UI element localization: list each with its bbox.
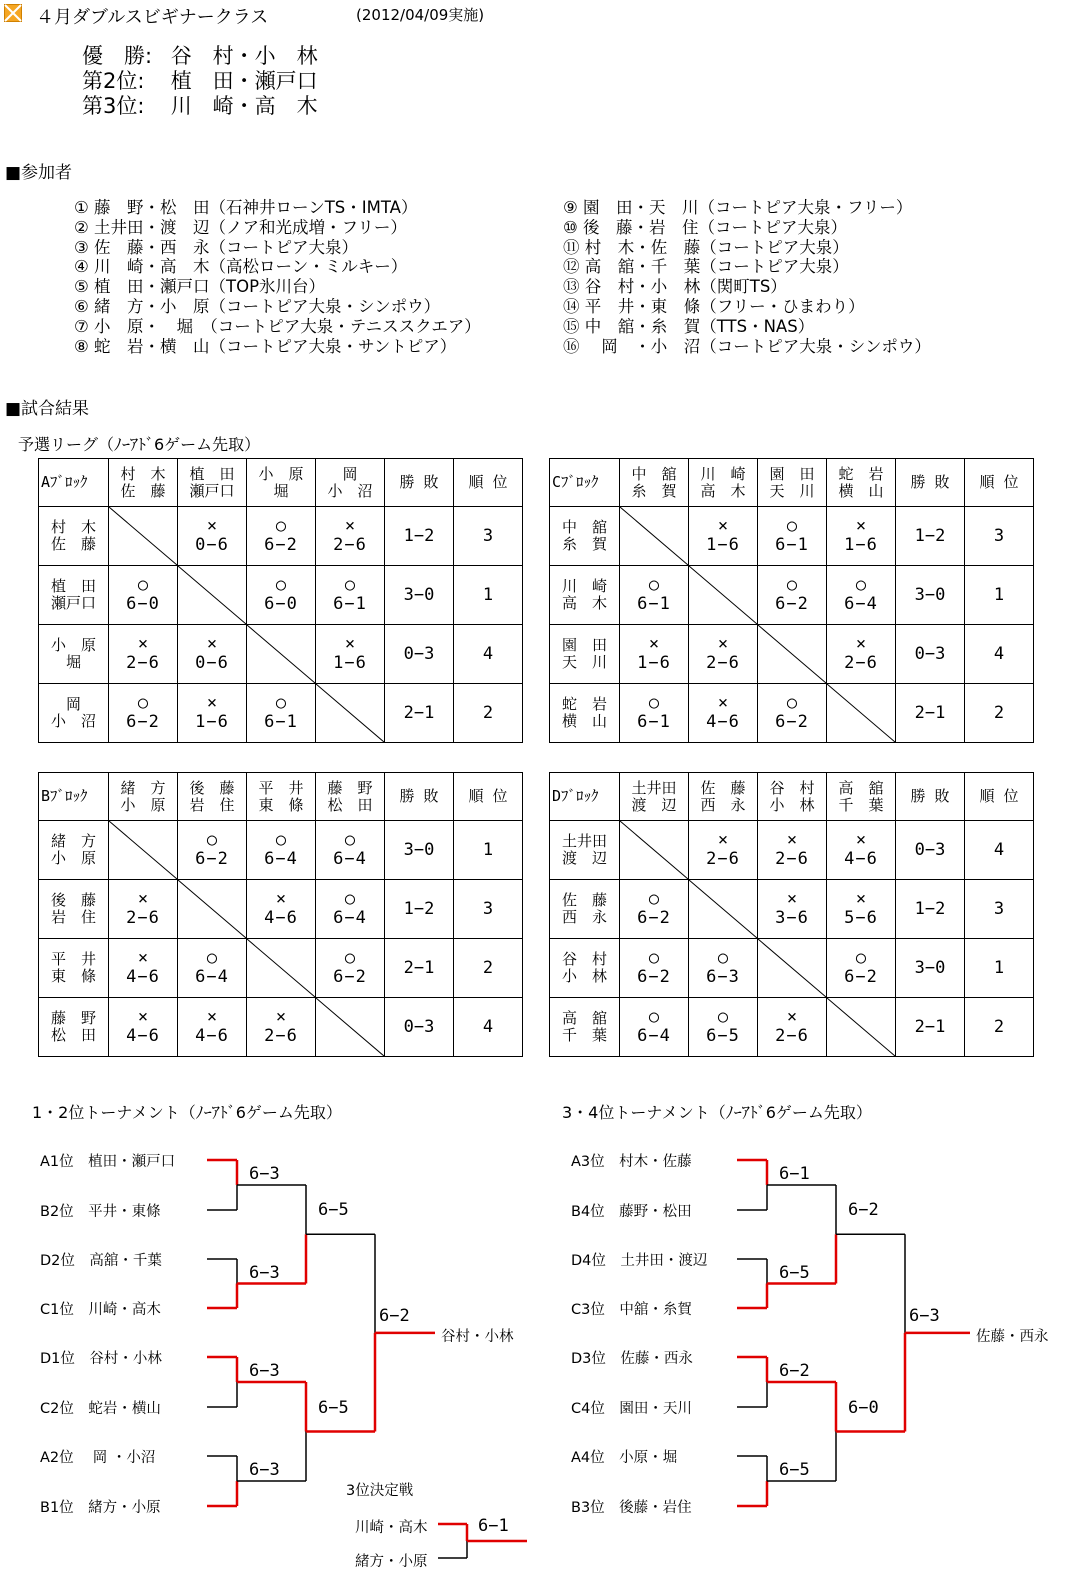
block-name: Cﾌﾞﾛｯｸ [550, 459, 620, 507]
result-score: 6−2 [264, 535, 298, 555]
bracket-entry: A2位 岡 ・小沼 [40, 1450, 156, 1466]
third-place-entry: 緒方・小原 [355, 1554, 428, 1570]
result-score: 6−0 [264, 594, 298, 614]
player-name: 藤 野 [50, 1009, 96, 1027]
player-name: 東 條 [258, 795, 304, 814]
player-name: 中 舘 [561, 518, 607, 536]
player-name: 横 山 [838, 481, 884, 500]
result-score: 6−1 [333, 594, 367, 614]
win-loss: 1−2 [385, 880, 454, 939]
result-mark: × [717, 634, 729, 654]
result-score: 6−2 [637, 967, 671, 987]
result-mark: ○ [344, 575, 356, 595]
bracket-score: 6−5 [318, 1200, 349, 1221]
participant: ⑤ 植 田・瀬戸口（TOP氷川台） [74, 277, 326, 297]
bracket-entry: C1位 川崎・高木 [40, 1302, 161, 1318]
result-mark: ○ [275, 830, 287, 850]
player-name: 村 木 [50, 518, 96, 536]
result-mark: ○ [648, 889, 660, 909]
rank: 1 [965, 939, 1034, 998]
win-loss-header: 勝 敗 [896, 459, 965, 507]
win-loss: 0−3 [896, 625, 965, 684]
winner-row: 優 勝: 谷 村・小 林 [82, 44, 318, 68]
rank: 2 [965, 684, 1034, 743]
result-mark: × [786, 889, 798, 909]
rank: 2 [965, 998, 1034, 1057]
result-mark: × [206, 516, 218, 536]
player-name: 佐 藤 [50, 535, 96, 553]
player-name: 土井田 [561, 832, 607, 850]
rank: 3 [965, 507, 1034, 566]
result-mark: ○ [717, 1007, 729, 1027]
result-mark: ○ [648, 575, 660, 595]
win-loss: 2−1 [385, 684, 454, 743]
result-mark: × [855, 634, 867, 654]
win-loss-header: 勝 敗 [385, 773, 454, 821]
result-score: 6−2 [126, 712, 160, 732]
third-place-label: 3位決定戦 [346, 1483, 414, 1499]
bracket-entry: D3位 佐藤・西永 [571, 1351, 693, 1367]
player-name: 岡 [342, 464, 358, 483]
results-heading: ■試合結果 [5, 399, 90, 419]
result-score: 6−5 [706, 1026, 740, 1046]
player-name: 堀 [273, 481, 289, 500]
result-mark: ○ [137, 693, 149, 713]
player-name: 小 原 [120, 795, 166, 814]
player-name: 瀬戸口 [189, 481, 235, 500]
player-name: 糸 賀 [631, 481, 677, 500]
result-mark: ○ [206, 948, 218, 968]
result-mark: ○ [786, 516, 798, 536]
player-name: 緒 方 [50, 832, 96, 850]
result-mark: × [717, 693, 729, 713]
player-name: 佐 藤 [120, 481, 166, 500]
result-mark: × [137, 634, 149, 654]
result-score: 6−3 [706, 967, 740, 987]
rank: 3 [965, 880, 1034, 939]
result-mark: ○ [275, 516, 287, 536]
player-name: 園 田 [561, 636, 607, 654]
player-name: 谷 村 [769, 778, 815, 797]
player-name: 岡 [65, 695, 81, 713]
bracket-winner: 谷村・小林 [441, 1328, 514, 1345]
bracket-score: 6−3 [249, 1263, 280, 1283]
rank: 2 [454, 684, 523, 743]
result-score: 1−6 [195, 712, 229, 732]
win-loss-header: 勝 敗 [896, 773, 965, 821]
player-name: 川 崎 [561, 577, 607, 595]
player-name: 村 木 [120, 464, 166, 483]
league-heading: 予選リーグ（ﾉｰｱﾄﾞ6ゲーム先取） [18, 435, 261, 454]
result-score: 6−4 [333, 849, 367, 869]
player-name: 西 永 [561, 908, 607, 926]
block-name: Aﾌﾞﾛｯｸ [39, 459, 109, 507]
player-name: 緒 方 [120, 778, 166, 797]
result-mark: × [344, 634, 356, 654]
bracket-score: 6−2 [848, 1200, 879, 1221]
result-score: 6−2 [844, 967, 878, 987]
player-name: 小 原 [50, 849, 96, 867]
result-score: 4−6 [844, 849, 878, 869]
result-score: 2−6 [126, 908, 160, 928]
third-place-entry: 川崎・高木 [355, 1520, 428, 1536]
win-loss: 1−2 [896, 880, 965, 939]
result-score: 2−6 [126, 653, 160, 673]
win-loss: 0−3 [896, 821, 965, 880]
win-loss: 3−0 [896, 939, 965, 998]
rank: 4 [454, 625, 523, 684]
result-score: 4−6 [706, 712, 740, 732]
participant: ⑯ 岡 ・小 沼（コートピア大泉・シンポウ） [563, 336, 931, 356]
player-name: 小 原 [258, 464, 304, 483]
result-score: 6−0 [126, 594, 160, 614]
tournament2-heading: 3・4位トーナメント（ﾉｰｱﾄﾞ6ゲーム先取） [562, 1103, 872, 1122]
player-name: 蛇 岩 [838, 464, 884, 483]
player-name: 糸 賀 [561, 535, 607, 553]
result-mark: × [717, 830, 729, 850]
result-mark: × [275, 1007, 287, 1027]
result-score: 6−4 [333, 908, 367, 928]
result-score: 6−1 [775, 535, 809, 555]
winner-row: 第2位: 植 田・瀬戸口 [82, 69, 318, 93]
participant: ⑫ 高 舘・千 葉（コートピア大泉） [563, 257, 849, 277]
result-score: 2−6 [775, 849, 809, 869]
result-score: 4−6 [126, 1026, 160, 1046]
bracket-score: 6−0 [848, 1397, 879, 1418]
result-score: 4−6 [126, 967, 160, 987]
win-loss: 2−1 [896, 684, 965, 743]
bracket-entry: B2位 平井・東條 [40, 1204, 161, 1220]
player-name: 佐 藤 [700, 778, 746, 797]
bracket-score: 6−3 [249, 1164, 280, 1184]
result-score: 5−6 [844, 908, 878, 928]
win-loss: 3−0 [385, 821, 454, 880]
result-score: 2−6 [706, 849, 740, 869]
result-mark: ○ [344, 830, 356, 850]
player-name: 千 葉 [561, 1026, 607, 1044]
result-score: 6−1 [637, 594, 671, 614]
block-name: Bﾌﾞﾛｯｸ [39, 773, 109, 821]
participant: ⑭ 平 井・東 條（フリー・ひまわり） [563, 296, 865, 316]
player-name: 小 沼 [50, 712, 96, 730]
bracket-entry: D1位 谷村・小林 [40, 1351, 162, 1367]
win-loss: 2−1 [385, 939, 454, 998]
result-score: 4−6 [264, 908, 298, 928]
player-name: 岩 住 [189, 795, 235, 814]
win-loss: 0−3 [385, 625, 454, 684]
participant: ③ 佐 藤・西 永（コートピア大泉） [74, 237, 359, 257]
result-mark: ○ [275, 693, 287, 713]
player-name: 小 沼 [327, 481, 373, 500]
rank: 1 [454, 821, 523, 880]
block-name: Dﾌﾞﾛｯｸ [550, 773, 620, 821]
player-name: 小 林 [769, 795, 815, 814]
player-name: 千 葉 [838, 795, 884, 814]
rank: 3 [454, 507, 523, 566]
player-name: 瀬戸口 [50, 594, 96, 612]
result-mark: × [855, 516, 867, 536]
result-mark: × [137, 1007, 149, 1027]
result-mark: × [137, 948, 149, 968]
bracket-score: 6−3 [249, 1460, 280, 1480]
result-mark: ○ [786, 575, 798, 595]
participant: ⑦ 小 原・ 堀 （コートピア大泉・テニススクエア） [74, 316, 481, 336]
result-score: 1−6 [333, 653, 367, 673]
result-mark: ○ [137, 575, 149, 595]
bracket-entry: C3位 中舘・糸賀 [571, 1302, 692, 1318]
participant: ⑥ 緒 方・小 原（コートピア大泉・シンポウ） [74, 296, 441, 316]
participant: ⑨ 園 田・天 川（コートピア大泉・フリー） [563, 198, 913, 217]
bracket-entry: C4位 園田・天川 [571, 1401, 692, 1417]
result-score: 2−6 [333, 535, 367, 555]
bracket-score: 6−5 [779, 1263, 810, 1283]
result-score: 6−1 [637, 712, 671, 732]
participant: ① 藤 野・松 田（石神井ローンTS・IMTA） [74, 198, 418, 217]
player-name: 高 舘 [838, 778, 884, 797]
result-mark: ○ [717, 948, 729, 968]
player-name: 佐 藤 [561, 891, 607, 909]
bracket-score: 6−3 [909, 1305, 940, 1326]
participant: ⑪ 村 木・佐 藤（コートピア大泉） [563, 237, 849, 257]
page-title: ４月ダブルスビギナークラス [36, 7, 269, 28]
player-name: 後 藤 [189, 778, 235, 797]
player-name: 高 舘 [561, 1009, 607, 1027]
result-score: 1−6 [637, 653, 671, 673]
player-name: 川 崎 [700, 464, 746, 483]
result-mark: ○ [648, 1007, 660, 1027]
result-mark: × [206, 1007, 218, 1027]
win-loss: 3−0 [896, 566, 965, 625]
player-name: 谷 村 [561, 950, 607, 968]
participant: ⑮ 中 舘・糸 賀（TTS・NAS） [563, 316, 815, 336]
bracket-score: 6−2 [379, 1305, 410, 1326]
result-mark: ○ [786, 693, 798, 713]
rank-header: 順 位 [965, 773, 1034, 821]
result-score: 6−4 [195, 967, 229, 987]
win-loss: 1−2 [385, 507, 454, 566]
result-mark: × [275, 889, 287, 909]
result-mark: ○ [648, 948, 660, 968]
player-name: 東 條 [50, 967, 96, 985]
result-score: 6−4 [264, 849, 298, 869]
player-name: 横 山 [561, 712, 607, 730]
result-score: 1−6 [706, 535, 740, 555]
bracket-entry: B3位 後藤・岩住 [571, 1500, 692, 1516]
winner-row: 第3位: 川 崎・高 木 [82, 94, 318, 118]
result-score: 6−4 [844, 594, 878, 614]
result-score: 2−6 [775, 1026, 809, 1046]
result-score: 6−2 [775, 712, 809, 732]
player-name: 中 舘 [631, 464, 677, 483]
result-mark: × [855, 889, 867, 909]
rank: 2 [454, 939, 523, 998]
result-mark: ○ [344, 948, 356, 968]
result-mark: × [137, 889, 149, 909]
bracket-score: 6−5 [779, 1460, 810, 1480]
player-name: 植 田 [189, 464, 235, 483]
player-name: 岩 住 [50, 908, 96, 926]
player-name: 蛇 岩 [561, 695, 607, 713]
bracket-score: 6−5 [318, 1397, 349, 1418]
bracket-entry: D2位 高舘・千葉 [40, 1253, 162, 1269]
player-name: 園 田 [769, 464, 815, 483]
bracket-score: 6−3 [249, 1361, 280, 1381]
rank-header: 順 位 [454, 459, 523, 507]
player-name: 平 井 [50, 950, 96, 968]
bracket-entry: B4位 藤野・松田 [571, 1204, 692, 1220]
result-score: 1−6 [844, 535, 878, 555]
result-score: 6−2 [333, 967, 367, 987]
result-score: 6−2 [775, 594, 809, 614]
bracket-score: 6−2 [779, 1361, 810, 1381]
result-score: 6−1 [264, 712, 298, 732]
player-name: 堀 [65, 653, 81, 671]
player-name: 藤 野 [327, 778, 373, 797]
rank: 4 [965, 625, 1034, 684]
bracket-entry: D4位 土井田・渡辺 [571, 1253, 708, 1269]
result-mark: × [206, 693, 218, 713]
participant: ④ 川 崎・高 木（高松ローン・ミルキー） [74, 257, 408, 277]
result-mark: × [648, 634, 660, 654]
result-mark: ○ [344, 889, 356, 909]
player-name: 松 田 [50, 1026, 96, 1044]
player-name: 渡 辺 [631, 795, 677, 814]
tournament1-heading: 1・2位トーナメント（ﾉｰｱﾄﾞ6ゲーム先取） [32, 1103, 342, 1122]
player-name: 高 木 [561, 594, 607, 612]
bracket-entry: B1位 緒方・小原 [40, 1500, 161, 1516]
participant: ② 土井田・渡 辺（ノア和光成増・フリー） [74, 217, 407, 237]
win-loss: 3−0 [385, 566, 454, 625]
result-mark: × [855, 830, 867, 850]
bracket-winner: 佐藤・西永 [976, 1328, 1049, 1345]
result-score: 4−6 [195, 1026, 229, 1046]
rank: 3 [454, 880, 523, 939]
result-score: 6−4 [637, 1026, 671, 1046]
result-mark: ○ [275, 575, 287, 595]
player-name: 平 井 [258, 778, 304, 797]
rank-header: 順 位 [454, 773, 523, 821]
result-mark: × [786, 830, 798, 850]
win-loss: 1−2 [896, 507, 965, 566]
result-score: 2−6 [844, 653, 878, 673]
result-mark: ○ [855, 575, 867, 595]
bracket-score: 6−1 [779, 1164, 810, 1184]
bracket-entry: A1位 植田・瀬戸口 [40, 1154, 176, 1170]
result-mark: ○ [855, 948, 867, 968]
result-mark: ○ [648, 693, 660, 713]
player-name: 天 川 [561, 653, 607, 671]
result-score: 6−2 [637, 908, 671, 928]
player-name: 小 原 [50, 636, 96, 654]
participant: ⑧ 蛇 岩・横 山（コートピア大泉・サントピア） [74, 336, 457, 356]
result-score: 2−6 [706, 653, 740, 673]
participant: ⑬ 谷 村・小 林（関町TS） [563, 277, 787, 297]
result-mark: × [344, 516, 356, 536]
player-name: 高 木 [700, 481, 746, 500]
result-score: 2−6 [264, 1026, 298, 1046]
result-score: 0−6 [195, 535, 229, 555]
result-mark: × [717, 516, 729, 536]
player-name: 渡 辺 [561, 849, 607, 867]
third-place-score: 6−1 [478, 1516, 509, 1536]
result-mark: × [206, 634, 218, 654]
bracket-entry: C2位 蛇岩・横山 [40, 1401, 161, 1417]
result-mark: × [786, 1007, 798, 1027]
result-score: 3−6 [775, 908, 809, 928]
win-loss: 2−1 [896, 998, 965, 1057]
bracket-entry: A4位 小原・堀 [571, 1450, 678, 1466]
player-name: 西 永 [700, 795, 746, 814]
rank: 4 [965, 821, 1034, 880]
win-loss-header: 勝 敗 [385, 459, 454, 507]
participants-heading: ■参加者 [5, 163, 73, 183]
rank: 1 [454, 566, 523, 625]
player-name: 土井田 [631, 778, 677, 797]
player-name: 植 田 [50, 577, 96, 595]
result-score: 6−2 [195, 849, 229, 869]
win-loss: 0−3 [385, 998, 454, 1057]
player-name: 小 林 [561, 967, 607, 985]
bracket-entry: A3位 村木・佐藤 [571, 1154, 692, 1170]
rank-header: 順 位 [965, 459, 1034, 507]
rank: 4 [454, 998, 523, 1057]
player-name: 天 川 [769, 481, 815, 500]
player-name: 松 田 [327, 795, 373, 814]
event-date: (2012/04/09実施) [356, 6, 485, 24]
result-mark: ○ [206, 830, 218, 850]
rank: 1 [965, 566, 1034, 625]
player-name: 後 藤 [50, 891, 96, 909]
result-score: 0−6 [195, 653, 229, 673]
participant: ⑩ 後 藤・岩 住（コートピア大泉） [563, 217, 848, 237]
